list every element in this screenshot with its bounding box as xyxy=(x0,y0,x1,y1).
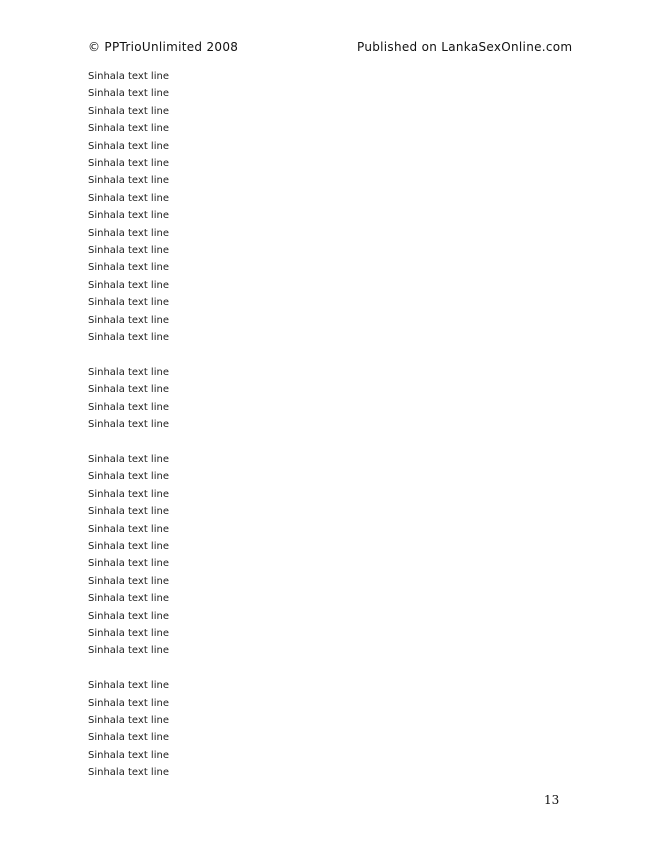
text-line: Sinhala text line xyxy=(88,332,169,344)
paragraph xyxy=(88,677,566,781)
text-line: Sinhala text line xyxy=(88,314,169,326)
text-line: Sinhala text line xyxy=(88,262,169,274)
text-line: Sinhala text line xyxy=(88,140,169,152)
text-line: Sinhala text line xyxy=(88,610,169,622)
text-line: Sinhala text line xyxy=(88,401,169,413)
text-line: Sinhala text line xyxy=(88,627,169,639)
copyright-header: © PPTrioUnlimited 2008 xyxy=(88,40,239,54)
page-number: 13 xyxy=(544,793,560,807)
text-line: Sinhala text line xyxy=(88,506,169,518)
text-line: Sinhala text line xyxy=(88,575,169,587)
text-line: Sinhala text line xyxy=(88,366,169,378)
text-line: Sinhala text line xyxy=(88,558,169,570)
story-body xyxy=(88,68,566,799)
text-line: Sinhala text line xyxy=(88,384,169,396)
text-line: Sinhala text line xyxy=(88,123,169,135)
paragraph xyxy=(88,451,566,660)
text-line: Sinhala text line xyxy=(88,697,169,709)
text-line: Sinhala text line xyxy=(88,279,169,291)
text-line: Sinhala text line xyxy=(88,749,169,761)
text-line: Sinhala text line xyxy=(88,192,169,204)
text-line: Sinhala text line xyxy=(88,645,169,657)
text-line: Sinhala text line xyxy=(88,297,169,309)
text-line: Sinhala text line xyxy=(88,210,169,222)
text-line: Sinhala text line xyxy=(88,88,169,100)
text-line: Sinhala text line xyxy=(88,540,169,552)
text-line: Sinhala text line xyxy=(88,453,169,465)
text-line: Sinhala text line xyxy=(88,158,169,170)
paragraph xyxy=(88,68,566,347)
text-line: Sinhala text line xyxy=(88,419,169,431)
text-line: Sinhala text line xyxy=(88,523,169,535)
text-line: Sinhala text line xyxy=(88,732,169,744)
text-line: Sinhala text line xyxy=(88,680,169,692)
text-line: Sinhala text line xyxy=(88,714,169,726)
text-line: Sinhala text line xyxy=(88,593,169,605)
text-line: Sinhala text line xyxy=(88,71,169,82)
text-line: Sinhala text line xyxy=(88,767,169,779)
text-line: Sinhala text line xyxy=(88,471,169,483)
publisher-header: Published on LankaSexOnline.com xyxy=(357,40,573,54)
text-line: Sinhala text line xyxy=(88,175,169,187)
paragraph xyxy=(88,364,566,434)
text-line: Sinhala text line xyxy=(88,245,169,257)
text-line: Sinhala text line xyxy=(88,105,169,117)
text-line: Sinhala text line xyxy=(88,227,169,239)
text-line: Sinhala text line xyxy=(88,488,169,500)
